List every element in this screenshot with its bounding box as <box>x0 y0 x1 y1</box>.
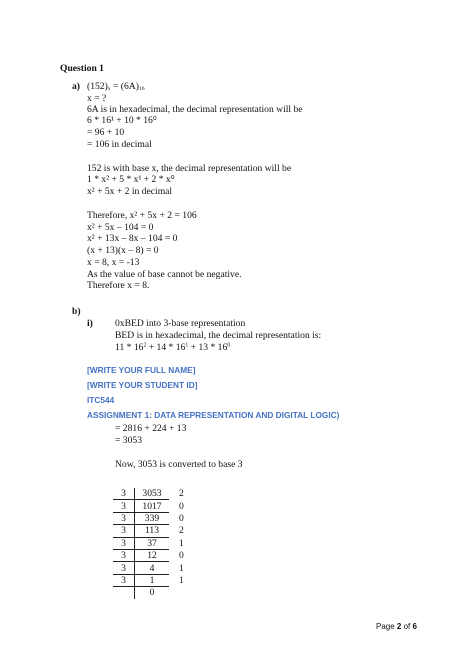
table-row <box>113 488 205 500</box>
question-title: Question 1 <box>60 63 104 74</box>
quotient-cell: 0 <box>149 587 155 599</box>
hex-intro-line: 6A is in hexadecimal, the decimal representation will be <box>87 104 303 115</box>
divisor-cell: 3 <box>113 512 135 524</box>
divisor-cell: 3 <box>113 549 135 561</box>
conversion-task-line: 0xBED into 3-base representation <box>115 318 246 329</box>
base-x-intro-line: 152 is with base x, the decimal representation will be <box>87 163 292 174</box>
quotient-cell: 339 <box>135 512 170 524</box>
base-equation: $(152)_x = (6A)_{16}$ <box>87 81 145 92</box>
student-id-placeholder: [WRITE YOUR STUDENT ID] <box>87 380 198 390</box>
base3-division-table <box>113 488 205 599</box>
table-row <box>113 574 205 586</box>
decimal-result-line: = 3053 <box>115 435 142 446</box>
base-note-line: As the value of base cannot be negative. <box>87 269 242 280</box>
poly-decimal-line: x² + 5x + 2 in decimal <box>87 186 173 197</box>
bed-expansion-line: $11 * 16^2 + 14 * 16^1 + 13 * 16^0$ <box>115 342 231 353</box>
remainder-cell: 2 <box>179 525 184 537</box>
remainder-cell: 2 <box>179 488 184 500</box>
table-row <box>113 587 205 599</box>
hex-sum-line: = 96 + 10 <box>87 127 125 138</box>
quotient-cell: 37 <box>135 537 170 549</box>
roots-line: x = 8, x = -13 <box>87 257 140 268</box>
divisor-cell: 3 <box>113 574 135 586</box>
table-row <box>113 500 205 512</box>
factored-line: (x + 13)(x – 8) = 0 <box>87 245 159 256</box>
quadratic-line: x² + 5x – 104 = 0 <box>87 222 154 233</box>
poly-expansion-line: 1 * x² + 5 * x¹ + 2 * x⁰ <box>87 174 175 185</box>
table-row <box>113 549 205 561</box>
remainder-cell <box>169 587 205 599</box>
divisor-cell: 3 <box>113 562 135 574</box>
divisor-cell: 3 <box>113 525 135 537</box>
equation-line: Therefore, x² + 5x + 2 = 106 <box>87 210 197 221</box>
divisor-cell <box>113 587 135 599</box>
conclusion-line: Therefore x = 8. <box>87 280 150 291</box>
quotient-cell: 1 <box>135 574 170 586</box>
full-name-placeholder: [WRITE YOUR FULL NAME] <box>87 365 196 375</box>
unknown-line: x = ? <box>87 93 107 104</box>
remainder-cell: 1 <box>179 562 184 574</box>
bed-intro-line: BED is in hexadecimal, the decimal representation is: <box>115 330 322 341</box>
part-b-sub-marker: i) <box>87 318 93 329</box>
quotient-cell: 3053 <box>135 488 170 500</box>
sum-line: = 2816 + 224 + 13 <box>115 423 187 434</box>
quotient-cell: 1017 <box>135 500 170 512</box>
divisor-cell: 3 <box>113 500 135 512</box>
hex-expansion-line: 6 * 16¹ + 10 * 16⁰ <box>87 115 157 126</box>
quotient-cell: 113 <box>135 525 170 537</box>
table-row <box>113 537 205 549</box>
remainder-cell: 0 <box>179 512 184 524</box>
convert-intro-line: Now, 3053 is converted to base 3 <box>115 459 243 470</box>
remainder-cell: 1 <box>179 537 184 549</box>
hex-result-line: = 106 in decimal <box>87 139 152 150</box>
divisor-cell: 3 <box>113 537 135 549</box>
table-row <box>113 525 205 537</box>
table-row <box>113 512 205 524</box>
part-b-marker: b) <box>72 306 81 317</box>
divisor-cell: 3 <box>113 488 135 500</box>
assignment-title: ASSIGNMENT 1: DATA REPRESENTATION AND DIGITAL LOGIC) <box>87 410 340 420</box>
page-number: Page 2 of 6 <box>376 622 417 631</box>
course-code: ITC544 <box>87 395 115 405</box>
remainder-cell: 0 <box>179 500 184 512</box>
quotient-cell: 4 <box>135 562 170 574</box>
quotient-cell: 12 <box>135 549 170 561</box>
part-a-marker: a) <box>72 81 80 92</box>
remainder-cell: 0 <box>179 550 184 562</box>
remainder-cell: 1 <box>179 574 184 586</box>
table-row <box>113 562 205 574</box>
split-term-line: x² + 13x – 8x – 104 = 0 <box>87 233 178 244</box>
